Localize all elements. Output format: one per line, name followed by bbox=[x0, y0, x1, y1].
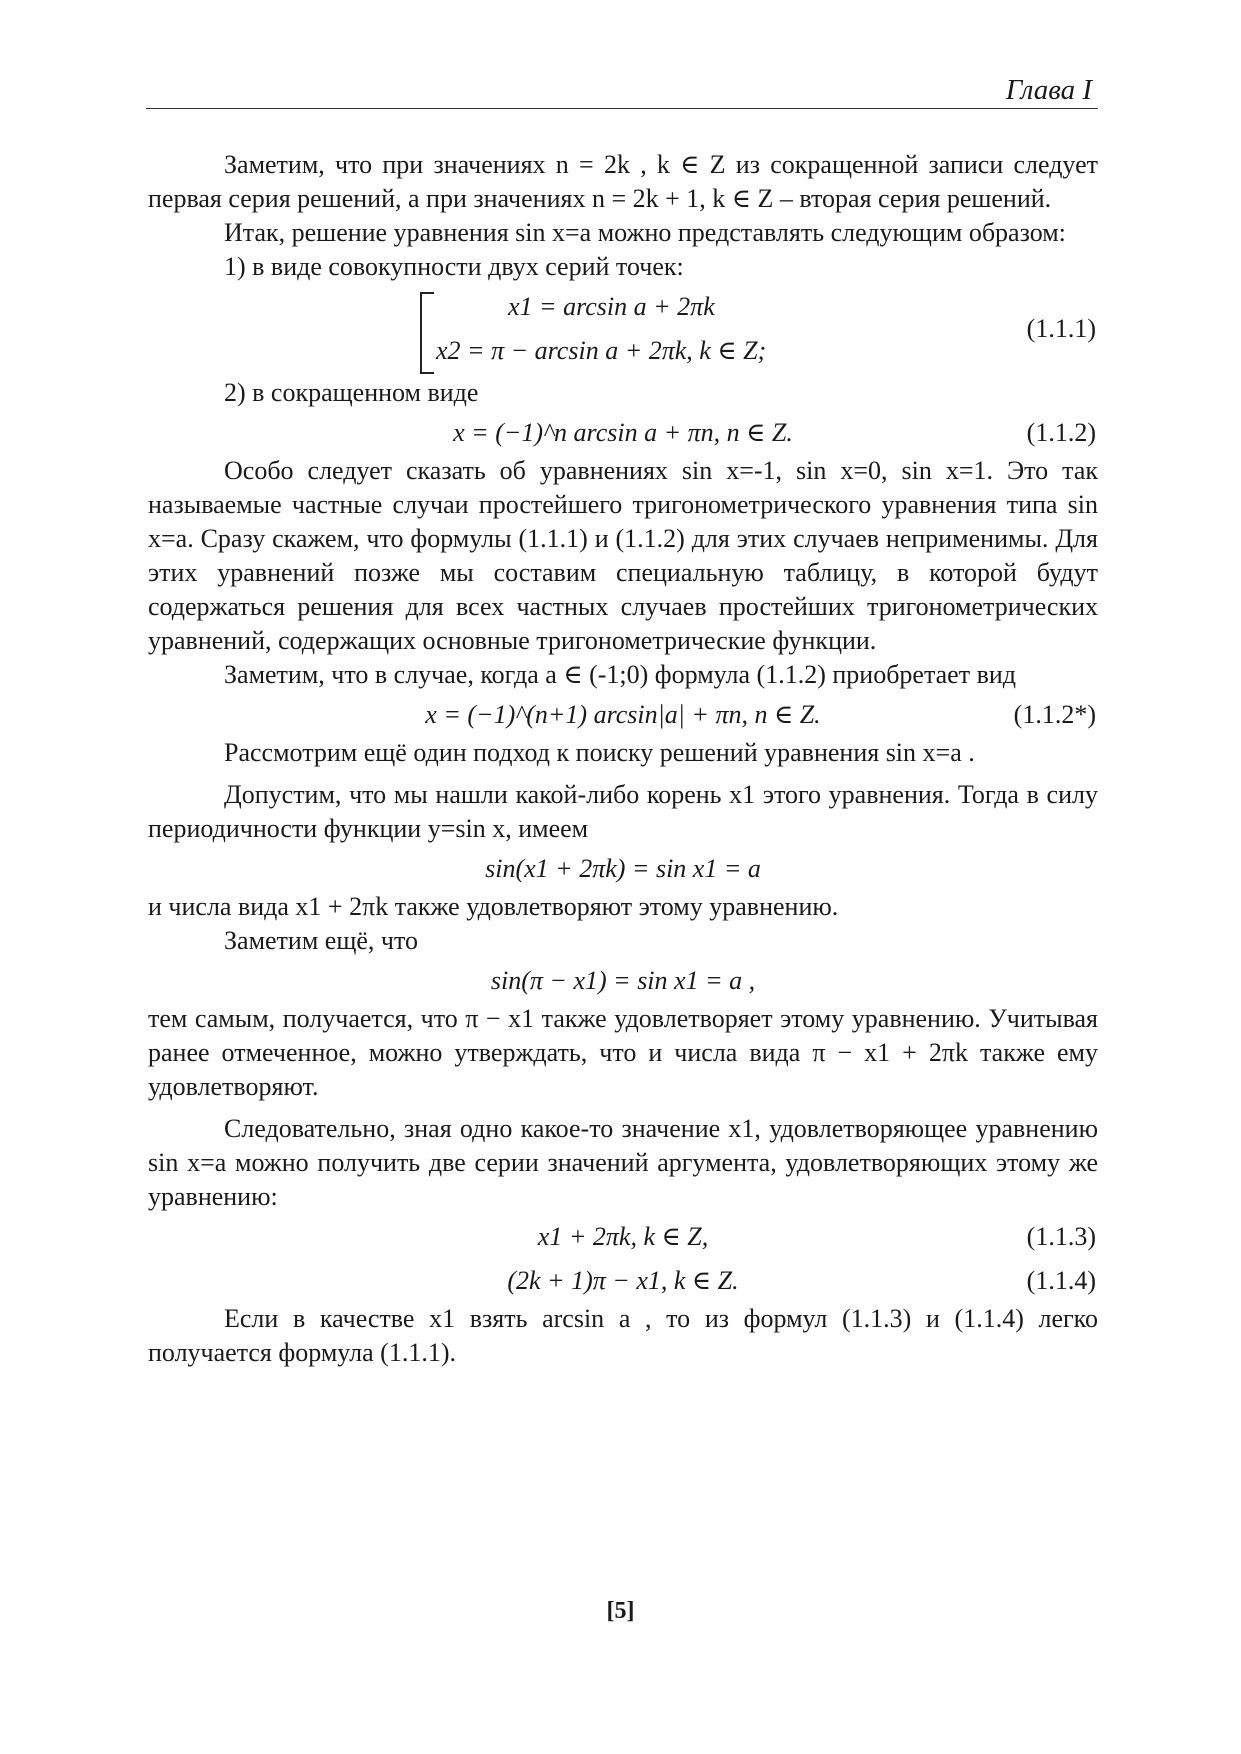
formula-sin-symmetry bbox=[148, 958, 1098, 1002]
formula-1-1-3 bbox=[148, 1214, 1098, 1258]
system-bracket bbox=[420, 292, 434, 374]
paragraph: Особо следует сказать об уравнениях sin x=-1, sin x=0, sin x=1. Это так называемые частные случаи простейшего тригонометрического уравнения типа sin x=a. Сразу скажем, что формулы (1.1.1) и (1.1.2) для этих случаев неприменимы. Для этих уравнений позже мы составим специальную таблицу, в которой будут содержаться решения для всех частных случаев простейших тригонометрических уравнений, содержащих основные тригонометрические функции. bbox=[148, 456, 1098, 655]
paragraph: Итак, решение уравнения sin x=a можно представлять следующим образом: bbox=[224, 218, 1066, 247]
paragraph: Если в качестве x1 взять arcsin a , то из формул (1.1.3) и (1.1.4) легко получается формула (1.1.1). bbox=[148, 1304, 1098, 1367]
page-number: [5] bbox=[606, 1598, 635, 1624]
paragraph: Заметим, что в случае, когда a ∈ (-1;0) формула (1.1.2) приобретает вид bbox=[224, 660, 1016, 689]
formula-1-1-1 bbox=[148, 284, 1098, 376]
formula-expression: x1 + 2πk, k ∈ Z, bbox=[537, 1222, 709, 1251]
page-body bbox=[148, 148, 1098, 1370]
paragraph: Рассмотрим ещё один подход к поиску решений уравнения sin x=a . bbox=[224, 738, 975, 767]
formula-number: (1.1.3) bbox=[1026, 1222, 1096, 1251]
list-item: 2) в сокращенном виде bbox=[224, 378, 479, 407]
formula-expression: sin(x1 + 2πk) = sin x1 = a bbox=[485, 854, 761, 883]
formula-expression: (2k + 1)π − x1, k ∈ Z. bbox=[507, 1266, 739, 1295]
paragraph: Следовательно, зная одно какое-то значение x1, удовлетворяющее уравнению sin x=a можно получить две серии значений аргумента, удовлетворяющих этому же уравнению: bbox=[148, 1114, 1098, 1211]
formula-expression: sin(π − x1) = sin x1 = a , bbox=[490, 966, 756, 995]
formula-row: x1 = arcsin a + 2πk bbox=[508, 292, 715, 321]
formula-expression: x = (−1)^n arcsin a + πn, n ∈ Z. bbox=[453, 418, 793, 447]
paragraph: тем самым, получается, что π − x1 также удовлетворяет этому уравнению. Учитывая ранее отмеченное, можно утверждать, что и числа вида π − x1 + 2πk также ему удовлетворяют. bbox=[148, 1004, 1098, 1101]
formula-row: x2 = π − arcsin a + 2πk, k ∈ Z; bbox=[436, 336, 767, 365]
formula-1-1-4 bbox=[148, 1258, 1098, 1302]
formula-number: (1.1.2*) bbox=[1013, 700, 1096, 729]
formula-number: (1.1.2) bbox=[1026, 418, 1096, 447]
paragraph: Заметим, что при значениях n = 2k , k ∈ Z из сокращенной записи следует первая серия решений, а при значениях n = 2k + 1, k ∈ Z – вторая серия решений. bbox=[148, 150, 1098, 213]
formula-number: (1.1.1) bbox=[1026, 314, 1096, 343]
page-header bbox=[146, 70, 1098, 109]
formula-number: (1.1.4) bbox=[1026, 1266, 1096, 1295]
paragraph: Допустим, что мы нашли какой-либо корень x1 этого уравнения. Тогда в силу периодичности функции y=sin x, имеем bbox=[148, 780, 1098, 843]
list-item: 1) в виде совокупности двух серий точек: bbox=[224, 252, 684, 281]
paragraph: Заметим ещё, что bbox=[224, 926, 418, 955]
formula-sin-periodic bbox=[148, 846, 1098, 890]
formula-1-1-2-star bbox=[148, 692, 1098, 736]
paragraph: и числа вида x1 + 2πk также удовлетворяют этому уравнению. bbox=[148, 892, 839, 921]
formula-expression: x = (−1)^(n+1) arcsin|a| + πn, n ∈ Z. bbox=[425, 700, 821, 729]
formula-1-1-2 bbox=[148, 410, 1098, 454]
chapter-title: Глава I bbox=[1005, 74, 1092, 106]
